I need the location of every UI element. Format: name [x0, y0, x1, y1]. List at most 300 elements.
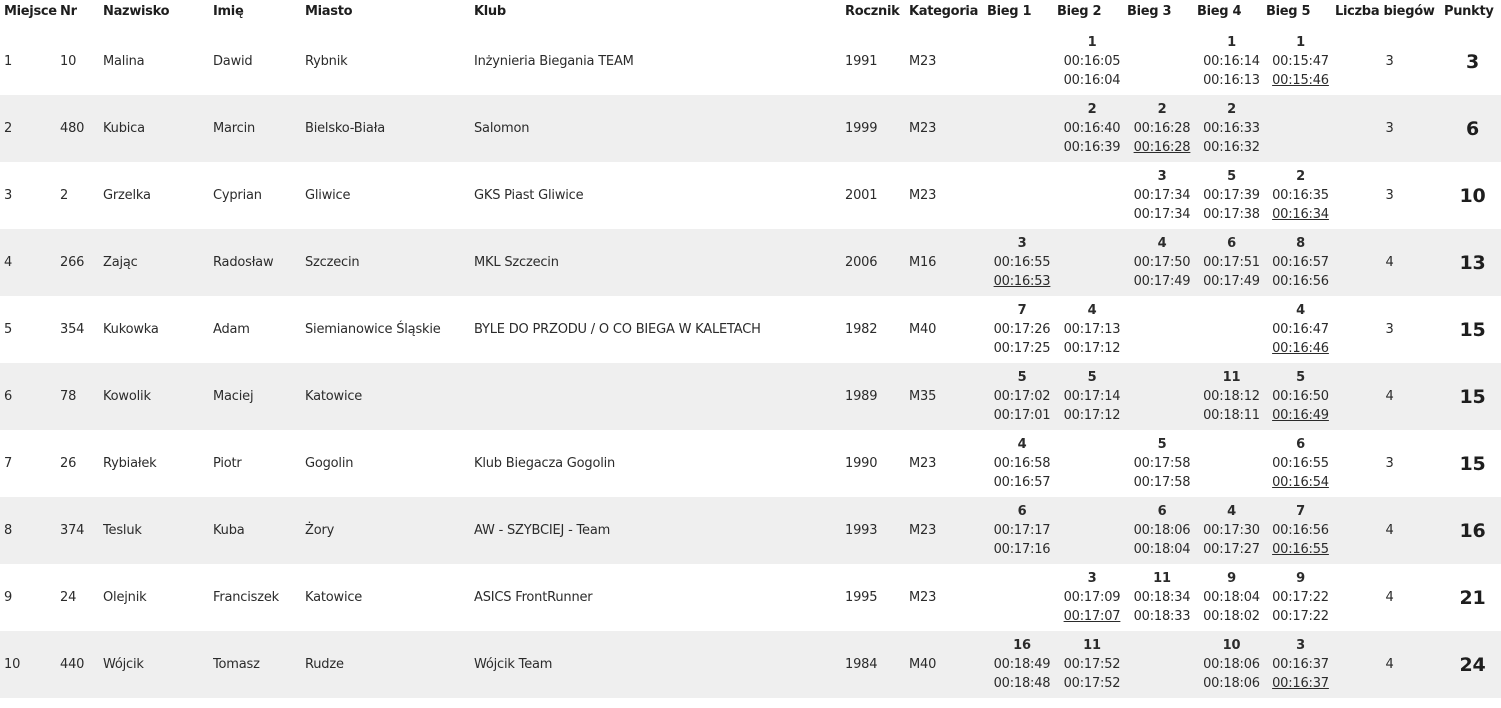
run4-cell — [1197, 564, 1266, 631]
run-place: 3 — [1087, 571, 1097, 586]
run-place: 2 — [1157, 102, 1167, 117]
city-cell: Bielsko-Biała — [305, 121, 385, 136]
points-cell: 15 — [1459, 385, 1486, 408]
run-time-gross: 00:18:06 — [1133, 523, 1191, 538]
run-place: 2 — [1087, 102, 1097, 117]
surname-cell: Kukowka — [103, 322, 159, 337]
run1-cell — [987, 229, 1057, 296]
run2-cell — [1057, 430, 1127, 497]
run-time-net — [1266, 272, 1335, 291]
year-cell: 1984 — [845, 657, 878, 672]
nr-cell: 354 — [60, 322, 85, 337]
category-cell: M23 — [909, 590, 937, 605]
run4-cell — [1197, 162, 1266, 229]
run-time-net — [1266, 473, 1335, 492]
run5-cell — [1266, 497, 1335, 564]
best-time: 00:16:46 — [1272, 341, 1329, 356]
nr-cell: 440 — [60, 657, 85, 672]
nr-cell: 26 — [60, 456, 77, 471]
best-time: 00:15:46 — [1272, 73, 1329, 88]
run-place: 1 — [1087, 35, 1097, 50]
header-category[interactable]: Kategoria — [909, 4, 979, 19]
run5-cell — [1266, 430, 1335, 497]
results-body — [0, 28, 1501, 698]
header-runs-count[interactable]: Liczba biegów — [1335, 4, 1435, 19]
best-time: 00:16:55 — [1272, 542, 1329, 557]
place-cell: 10 — [4, 657, 21, 672]
run4-cell — [1197, 363, 1266, 430]
run-place: 4 — [1227, 504, 1236, 519]
run-time-value: 00:18:48 — [993, 676, 1051, 691]
points-cell: 16 — [1459, 519, 1486, 542]
run-time-gross: 00:16:05 — [1063, 54, 1121, 69]
name-cell: Marcin — [213, 121, 256, 136]
run-time-net — [1197, 674, 1266, 693]
place-cell: 1 — [4, 54, 13, 69]
run-result — [987, 301, 1057, 358]
run-time-gross: 00:17:34 — [1133, 188, 1191, 203]
run-time-net — [987, 674, 1057, 693]
run-time-net — [987, 272, 1057, 291]
category-cell: M35 — [909, 389, 937, 404]
run-time-net — [1127, 540, 1197, 559]
run-time-value: 00:16:56 — [1272, 274, 1329, 289]
run-place: 4 — [1157, 236, 1167, 251]
run-time-gross: 00:18:04 — [1203, 590, 1260, 605]
year-cell: 1995 — [845, 590, 878, 605]
run-result — [1266, 234, 1335, 291]
run-time-gross: 00:17:58 — [1133, 456, 1191, 471]
run-time-gross: 00:15:47 — [1272, 54, 1329, 69]
run-result — [987, 502, 1057, 559]
year-cell: 1999 — [845, 121, 878, 136]
run2-cell — [1057, 631, 1127, 698]
run3-cell — [1127, 497, 1197, 564]
run-time-gross: 00:16:37 — [1272, 657, 1329, 672]
table-row — [0, 95, 1501, 162]
nr-cell: 480 — [60, 121, 85, 136]
run5-cell — [1266, 229, 1335, 296]
name-cell: Franciszek — [213, 590, 279, 605]
run-place: 4 — [1296, 303, 1305, 318]
table-row — [0, 430, 1501, 497]
place-cell: 9 — [4, 590, 13, 605]
best-time: 00:16:49 — [1272, 408, 1329, 423]
run-time-gross: 00:18:12 — [1203, 389, 1260, 404]
run1-cell — [987, 497, 1057, 564]
run-time-value: 00:17:27 — [1203, 542, 1260, 557]
run-place: 3 — [1157, 169, 1167, 184]
run-time-value: 00:17:38 — [1203, 207, 1260, 222]
run4-cell — [1197, 631, 1266, 698]
header-place[interactable]: Miejsce — [4, 4, 57, 19]
run1-cell — [987, 28, 1057, 95]
run1-cell — [987, 430, 1057, 497]
run4-cell — [1197, 497, 1266, 564]
city-cell: Rudze — [305, 657, 344, 672]
run-result — [1197, 569, 1266, 626]
surname-cell: Wójcik — [103, 657, 144, 672]
runs-count-cell: 4 — [1385, 590, 1394, 605]
name-cell: Kuba — [213, 523, 245, 538]
category-cell: M16 — [909, 255, 937, 270]
run-result — [1197, 368, 1266, 425]
year-cell: 1982 — [845, 322, 878, 337]
run-time-gross: 00:16:33 — [1203, 121, 1260, 136]
run-place: 5 — [1227, 169, 1236, 184]
city-cell: Rybnik — [305, 54, 348, 69]
nr-cell: 10 — [60, 54, 77, 69]
run-place: 2 — [1227, 102, 1236, 117]
run-time-value: 00:17:12 — [1063, 341, 1121, 356]
category-cell: M23 — [909, 188, 937, 203]
run3-cell — [1127, 363, 1197, 430]
club-cell: ASICS FrontRunner — [474, 590, 593, 605]
run-time-net — [1266, 540, 1335, 559]
run-result — [1057, 569, 1127, 626]
table-row — [0, 28, 1501, 95]
city-cell: Katowice — [305, 590, 363, 605]
run-result — [1266, 569, 1335, 626]
run1-cell — [987, 95, 1057, 162]
run5-cell — [1266, 28, 1335, 95]
run-time-net — [1197, 406, 1266, 425]
run-place: 16 — [1013, 638, 1031, 653]
runs-count-cell: 4 — [1385, 389, 1394, 404]
name-cell: Radosław — [213, 255, 274, 270]
run-time-net — [1266, 205, 1335, 224]
city-cell: Siemianowice Śląskie — [305, 322, 441, 337]
header-run4[interactable]: Bieg 4 — [1197, 4, 1242, 19]
run-place: 5 — [1296, 370, 1305, 385]
table-row — [0, 564, 1501, 631]
year-cell: 1993 — [845, 523, 878, 538]
run-result — [1266, 301, 1335, 358]
runs-count-cell: 3 — [1385, 121, 1394, 136]
run2-cell — [1057, 28, 1127, 95]
category-cell: M23 — [909, 523, 937, 538]
category-cell: M23 — [909, 121, 937, 136]
table-row — [0, 497, 1501, 564]
run-time-net — [1057, 138, 1127, 157]
surname-cell: Grzelka — [103, 188, 151, 203]
run-time-gross: 00:17:50 — [1133, 255, 1191, 270]
run-time-value: 00:16:13 — [1203, 73, 1260, 88]
run1-cell — [987, 631, 1057, 698]
run-place: 1 — [1296, 35, 1305, 50]
run-time-value: 00:18:33 — [1133, 609, 1191, 624]
nr-cell: 24 — [60, 590, 77, 605]
run-place: 11 — [1222, 370, 1241, 385]
run-place: 4 — [1087, 303, 1097, 318]
run-time-gross: 00:16:50 — [1272, 389, 1329, 404]
run-result — [1266, 368, 1335, 425]
points-cell: 21 — [1459, 586, 1486, 609]
run-time-gross: 00:17:17 — [993, 523, 1051, 538]
run-time-value: 00:17:34 — [1133, 207, 1191, 222]
club-cell: BYLE DO PRZODU / O CO BIEGA W KALETACH — [474, 322, 761, 337]
club-cell: AW - SZYBCIEJ - Team — [474, 523, 611, 538]
header-run3[interactable]: Bieg 3 — [1127, 4, 1172, 19]
run-time-gross: 00:16:55 — [1272, 456, 1329, 471]
runs-count-cell: 3 — [1385, 188, 1394, 203]
run2-cell — [1057, 564, 1127, 631]
run-place: 3 — [1296, 638, 1305, 653]
run-time-net — [1057, 71, 1127, 90]
header-nr[interactable]: Nr — [60, 4, 77, 19]
run3-cell — [1127, 631, 1197, 698]
run-place: 8 — [1296, 236, 1305, 251]
run-time-gross: 00:17:26 — [993, 322, 1051, 337]
name-cell: Tomasz — [213, 657, 260, 672]
run-time-net — [1057, 607, 1127, 626]
run-place: 6 — [1157, 504, 1167, 519]
run5-cell — [1266, 631, 1335, 698]
run2-cell — [1057, 363, 1127, 430]
city-cell: Żory — [305, 523, 335, 538]
run-time-gross: 00:17:39 — [1203, 188, 1260, 203]
run-result — [1197, 100, 1266, 157]
surname-cell: Olejnik — [103, 590, 147, 605]
run-time-value: 00:17:22 — [1272, 609, 1329, 624]
header-club[interactable]: Klub — [474, 4, 506, 19]
runs-count-cell: 3 — [1385, 54, 1394, 69]
run5-cell — [1266, 95, 1335, 162]
run4-cell — [1197, 28, 1266, 95]
run4-cell — [1197, 229, 1266, 296]
runs-count-cell: 3 — [1385, 322, 1394, 337]
run4-cell — [1197, 430, 1266, 497]
name-cell: Cyprian — [213, 188, 262, 203]
place-cell: 2 — [4, 121, 13, 136]
run3-cell — [1127, 95, 1197, 162]
run-time-value: 00:17:01 — [993, 408, 1051, 423]
year-cell: 1989 — [845, 389, 878, 404]
run-result — [1197, 33, 1266, 90]
points-cell: 24 — [1459, 653, 1486, 676]
run3-cell — [1127, 28, 1197, 95]
category-cell: M40 — [909, 322, 937, 337]
place-cell: 7 — [4, 456, 13, 471]
table-row — [0, 229, 1501, 296]
run5-cell — [1266, 296, 1335, 363]
run-time-gross: 00:17:30 — [1203, 523, 1260, 538]
club-cell: Wójcik Team — [474, 657, 553, 672]
run-time-value: 00:16:57 — [993, 475, 1051, 490]
runs-count-cell: 4 — [1385, 657, 1394, 672]
points-cell: 15 — [1459, 452, 1486, 475]
run1-cell — [987, 363, 1057, 430]
run-time-gross: 00:17:09 — [1063, 590, 1121, 605]
club-cell: MKL Szczecin — [474, 255, 559, 270]
run-place: 11 — [1153, 571, 1171, 586]
run-time-gross: 00:16:40 — [1063, 121, 1121, 136]
run-time-net — [1266, 339, 1335, 358]
run-time-value: 00:16:04 — [1063, 73, 1121, 88]
points-cell: 15 — [1459, 318, 1486, 341]
header-year[interactable]: Rocznik — [845, 4, 900, 19]
run-place: 3 — [1017, 236, 1027, 251]
header-name[interactable]: Imię — [213, 4, 244, 19]
run-place: 9 — [1296, 571, 1305, 586]
run-time-gross: 00:16:28 — [1133, 121, 1191, 136]
run3-cell — [1127, 564, 1197, 631]
run-result — [1057, 368, 1127, 425]
run-time-net — [1197, 540, 1266, 559]
run-result — [1057, 301, 1127, 358]
run-time-net — [1127, 205, 1197, 224]
run-place: 5 — [1017, 370, 1027, 385]
header-row — [0, 0, 1501, 28]
run2-cell — [1057, 497, 1127, 564]
nr-cell: 2 — [60, 188, 69, 203]
run-time-value: 00:17:25 — [993, 341, 1051, 356]
run2-cell — [1057, 296, 1127, 363]
run-result — [1127, 502, 1197, 559]
best-time: 00:16:37 — [1272, 676, 1329, 691]
nr-cell: 78 — [60, 389, 77, 404]
runs-count-cell: 4 — [1385, 523, 1394, 538]
run-result — [1197, 167, 1266, 224]
run-time-value: 00:16:39 — [1063, 140, 1121, 155]
club-cell: Klub Biegacza Gogolin — [474, 456, 616, 471]
header-run2[interactable]: Bieg 2 — [1057, 4, 1102, 19]
header-city[interactable]: Miasto — [305, 4, 353, 19]
run-result — [1127, 569, 1197, 626]
best-time: 00:16:54 — [1272, 475, 1329, 490]
points-cell: 6 — [1465, 117, 1480, 140]
points-cell: 13 — [1459, 251, 1486, 274]
run-time-net — [1197, 607, 1266, 626]
run-time-value: 00:17:49 — [1133, 274, 1191, 289]
run-result — [1266, 435, 1335, 492]
year-cell: 1991 — [845, 54, 878, 69]
name-cell: Dawid — [213, 54, 253, 69]
run-time-net — [1266, 674, 1335, 693]
table-row — [0, 363, 1501, 430]
place-cell: 8 — [4, 523, 13, 538]
run-place: 9 — [1227, 571, 1236, 586]
run-time-gross: 00:16:55 — [993, 255, 1051, 270]
header-run1[interactable]: Bieg 1 — [987, 4, 1032, 19]
run3-cell — [1127, 162, 1197, 229]
points-cell: 3 — [1465, 50, 1480, 73]
header-surname[interactable]: Nazwisko — [103, 4, 170, 19]
surname-cell: Tesluk — [103, 523, 142, 538]
run5-cell — [1266, 564, 1335, 631]
best-time: 00:16:34 — [1272, 207, 1329, 222]
run-time-gross: 00:17:22 — [1272, 590, 1329, 605]
run2-cell — [1057, 229, 1127, 296]
run-time-net — [1197, 205, 1266, 224]
run-result — [1197, 636, 1266, 693]
runs-count-cell: 3 — [1385, 456, 1394, 471]
best-time: 00:16:53 — [993, 274, 1051, 289]
club-cell — [474, 363, 845, 430]
run-place: 4 — [1017, 437, 1027, 452]
club-cell: GKS Piast Gliwice — [474, 188, 584, 203]
run-place: 11 — [1083, 638, 1101, 653]
run-time-gross: 00:16:14 — [1203, 54, 1260, 69]
run-time-gross: 00:17:14 — [1063, 389, 1121, 404]
run-result — [987, 368, 1057, 425]
run-place: 6 — [1227, 236, 1236, 251]
run-time-net — [1057, 674, 1127, 693]
run-result — [1057, 100, 1127, 157]
place-cell: 4 — [4, 255, 13, 270]
run-time-value: 00:17:52 — [1063, 676, 1121, 691]
run-time-gross: 00:17:02 — [993, 389, 1051, 404]
run-time-net — [987, 406, 1057, 425]
run-time-value: 00:18:04 — [1133, 542, 1191, 557]
run-time-gross: 00:18:49 — [993, 657, 1051, 672]
city-cell: Gogolin — [305, 456, 354, 471]
run-result — [1127, 234, 1197, 291]
run-time-value: 00:18:02 — [1203, 609, 1260, 624]
city-cell: Szczecin — [305, 255, 360, 270]
run-time-gross: 00:18:06 — [1203, 657, 1260, 672]
run-time-net — [1197, 272, 1266, 291]
run-time-gross: 00:16:58 — [993, 456, 1051, 471]
place-cell: 5 — [4, 322, 13, 337]
run-place: 6 — [1296, 437, 1305, 452]
run-time-gross: 00:17:51 — [1203, 255, 1260, 270]
name-cell: Adam — [213, 322, 250, 337]
run1-cell — [987, 564, 1057, 631]
run-result — [1266, 502, 1335, 559]
run1-cell — [987, 296, 1057, 363]
run3-cell — [1127, 229, 1197, 296]
header-run5[interactable]: Bieg 5 — [1266, 4, 1311, 19]
run-time-gross: 00:16:47 — [1272, 322, 1329, 337]
run4-cell — [1197, 95, 1266, 162]
runs-count-cell: 4 — [1385, 255, 1394, 270]
city-cell: Gliwice — [305, 188, 351, 203]
run-result — [1266, 33, 1335, 90]
category-cell: M23 — [909, 54, 937, 69]
run-time-value: 00:17:16 — [993, 542, 1051, 557]
run2-cell — [1057, 162, 1127, 229]
run-time-net — [1127, 272, 1197, 291]
surname-cell: Rybiałek — [103, 456, 157, 471]
run-time-gross: 00:16:56 — [1272, 523, 1329, 538]
run-time-net — [1057, 339, 1127, 358]
run-time-net — [1127, 607, 1197, 626]
run-time-net — [1197, 71, 1266, 90]
run-place: 7 — [1296, 504, 1305, 519]
run-time-net — [1197, 138, 1266, 157]
run-result — [1057, 636, 1127, 693]
run-time-net — [1127, 138, 1197, 157]
run-result — [1197, 234, 1266, 291]
run-time-gross: 00:18:34 — [1133, 590, 1191, 605]
club-cell: Inżynieria Biegania TEAM — [474, 54, 634, 69]
run5-cell — [1266, 363, 1335, 430]
surname-cell: Kowolik — [103, 389, 151, 404]
header-points[interactable]: Punkty — [1444, 4, 1494, 19]
year-cell: 2006 — [845, 255, 878, 270]
run-time-net — [1057, 406, 1127, 425]
run-result — [1266, 167, 1335, 224]
run-place: 10 — [1222, 638, 1241, 653]
table-row — [0, 631, 1501, 698]
run-time-value: 00:17:49 — [1203, 274, 1260, 289]
name-cell: Piotr — [213, 456, 242, 471]
run-time-gross: 00:16:57 — [1272, 255, 1329, 270]
name-cell: Maciej — [213, 389, 254, 404]
run-time-value: 00:18:06 — [1203, 676, 1260, 691]
run-time-value: 00:17:12 — [1063, 408, 1121, 423]
